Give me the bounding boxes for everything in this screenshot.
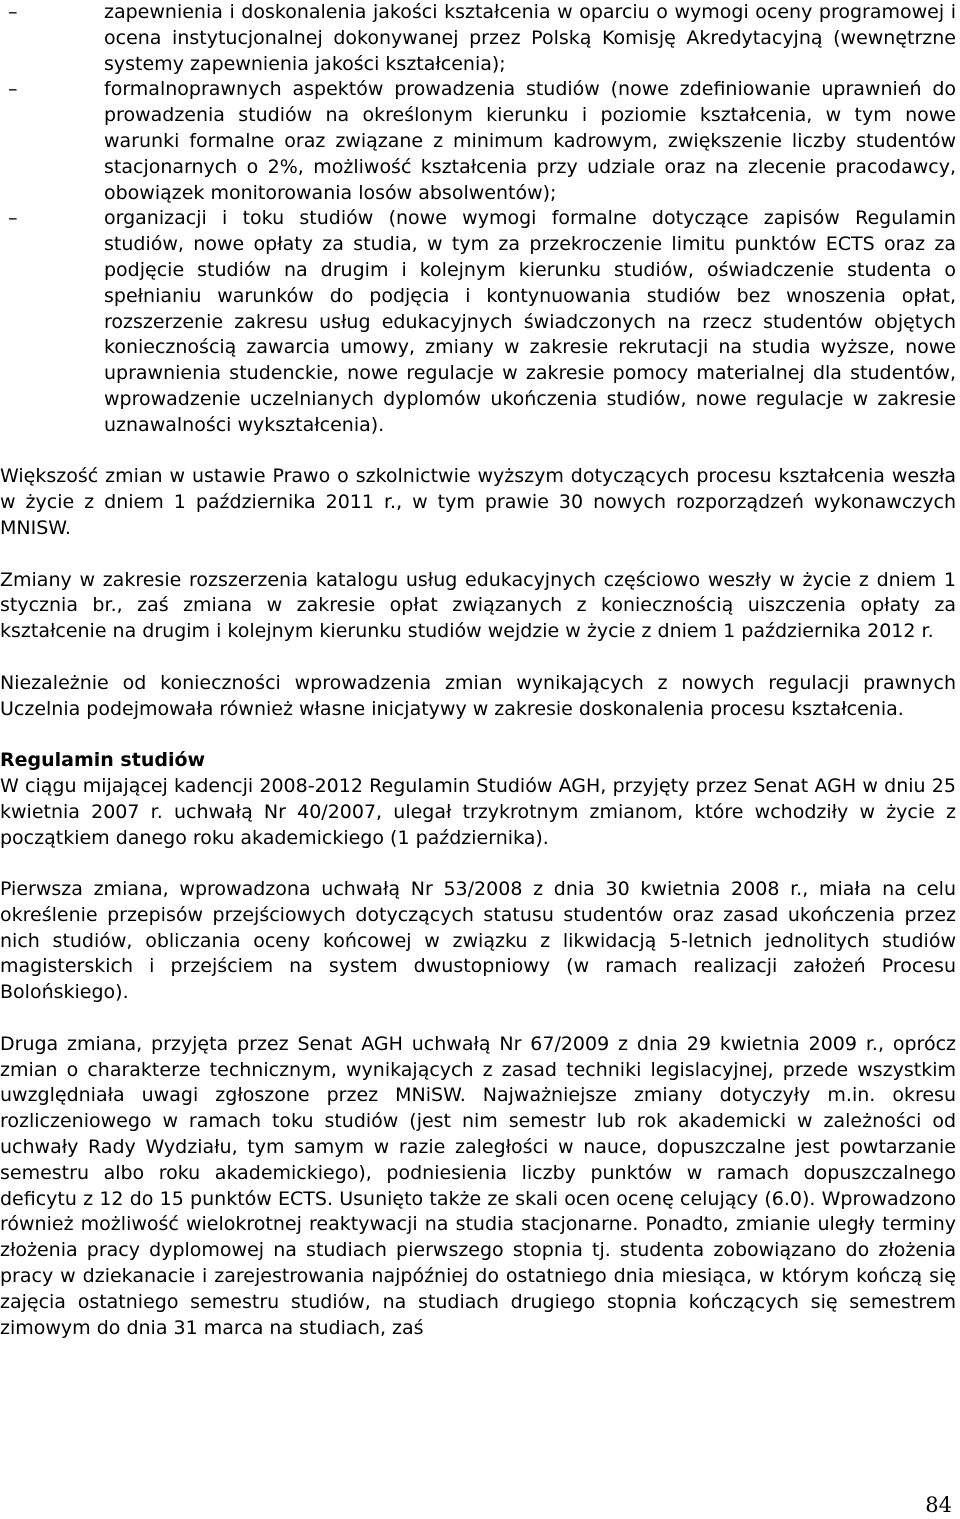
bullet-list xyxy=(0,0,956,439)
paragraph: Pierwsza zmiana, wprowadzona uchwałą Nr 53/2008 z dnia 30 kwietnia 2008 r., miała na celu określenie przepisów przejściowych dotyczących statusu studentów oraz zasad ukończenia przez nich studiów, obliczania oceny końcowej w związku z likwidacją 5-letnich jednolitych studiów magisterskich i przejściem na system dwustopniowy (w ramach realizacji założeń Procesu Bolońskiego). xyxy=(0,878,956,1004)
bullet-text: formalnoprawnych aspektów prowadzenia studiów (nowe zdefiniowanie uprawnień do prowadzenia studiów na określonym kierunku i poziomie kształcenia, w tym nowe warunki formalne oraz związane z minimum kadrowym, zwiększenie liczby studentów stacjonarnych o 2%, możliwość kształcenia przy udziale oraz na zlecenie pracodawcy, obowiązek monitorowania losów absolwentów); xyxy=(104,78,956,204)
paragraph: W ciągu mijającej kadencji 2008-2012 Regulamin Studiów AGH, przyjęty przez Senat AGH w dniu 25 kwietnia 2007 r. uchwałą Nr 40/2007, ulegał trzykrotnym zmianom, które wchodziły w życie z początkiem danego roku akademickiego (1 października). xyxy=(0,774,956,849)
bullet-text: organizacji i toku studiów (nowe wymogi formalne dotyczące zapisów Regulamin studiów, nowe opłaty za studia, w tym za przekroczenie limitu punktów ECTS oraz za podjęcie studiów na drugim i kolejnym kierunku studiów, oświadczenie studenta o spełnianiu warunków do podjęcia i kontynuowania studiów bez wnoszenia opłat, rozszerzenie zakresu usług edukacyjnych świadczonych na rzecz studentów objętych koniecznością zawarcia umowy, zmiany w zakresie rekrutacji na studia wyższe, nowe uprawnienia studenckie, nowe regulacje w zakresie pomocy materialnej dla studentów, wprowadzenie uczelnianych dyplomów ukończenia studiów, nowe regulacje w zakresie uznawalności wykształcenia). xyxy=(104,207,956,436)
paragraph: Zmiany w zakresie rozszerzenia katalogu usług edukacyjnych częściowo weszły w życie z dniem 1 stycznia br., zaś zmiana w zakresie opłat związanych z koniecznością uiszczenia opłaty za kształcenie na drugim i kolejnym kierunku studiów wejdzie w życie z dniem 1 października 2012 r. xyxy=(0,568,956,643)
bullet-item xyxy=(0,0,956,77)
bullet-text: zapewnienia i doskonalenia jakości kształcenia w oparciu o wymogi oceny programowej i ocena instytucjonalnej dokonywanej przez Polską Komisję Akredytacyjną (wewnętrzne systemy zapewnienia jakości kształcenia); xyxy=(104,1,956,75)
paragraph: Niezależnie od konieczności wprowadzenia zmian wynikających z nowych regulacji prawnych Uczelnia podejmowała również własne inicjatywy w zakresie doskonalenia procesu kształcenia. xyxy=(0,671,956,720)
page-number: 84 xyxy=(925,1493,952,1517)
bullet-item xyxy=(0,77,956,206)
paragraph: Druga zmiana, przyjęta przez Senat AGH uchwałą Nr 67/2009 z dnia 29 kwietnia 2009 r., oprócz zmian o charakterze technicznym, wynikających z zasad techniki legislacyjnej, przede wszystkim uwzględniała uwagi zgłoszone przez MNiSW. Najważniejsze zmiany dotyczyły m.in. okresu rozliczeniowego w ramach toku studiów (jest nim semestr lub rok akademicki w zależności od uchwały Rady Wydziału, tym samym w razie zaległości w nauce, dopuszczalne jest powtarzanie semestru albo roku akademickiego), podniesienia liczby punktów w ramach dopuszczalnego deficytu z 12 do 15 punktów ECTS. Usunięto także ze skali ocen ocenę celujący (6.0). Wprowadzono również możliwość wielokrotnej reaktywacji na studia stacjonarne. Ponadto, zmianie uległy terminy złożenia pracy dyplomowej na studiach pierwszego stopnia tj. studenta zobowiązano do złożenia pracy w dziekanacie i zarejestrowania najpóźniej do ostatniego dnia miesiąca, w którym kończą się zajęcia ostatniego semestru studiów, na studiach drugiego stopnia kończących się semestrem zimowym do dnia 31 marca na studiach, zaś xyxy=(0,1032,956,1339)
dash-marker: – xyxy=(8,1,18,23)
dash-marker: – xyxy=(8,207,18,230)
bullet-item xyxy=(0,206,956,438)
paragraph: Większość zmian w ustawie Prawo o szkolnictwie wyższym dotyczących procesu kształcenia weszła w życie z dniem 1 października 2011 r., w tym prawie 30 nowych rozporządzeń wykonawczych MNISW. xyxy=(0,465,956,539)
section-heading: Regulamin studiów xyxy=(0,749,206,772)
dash-marker: – xyxy=(8,78,18,101)
